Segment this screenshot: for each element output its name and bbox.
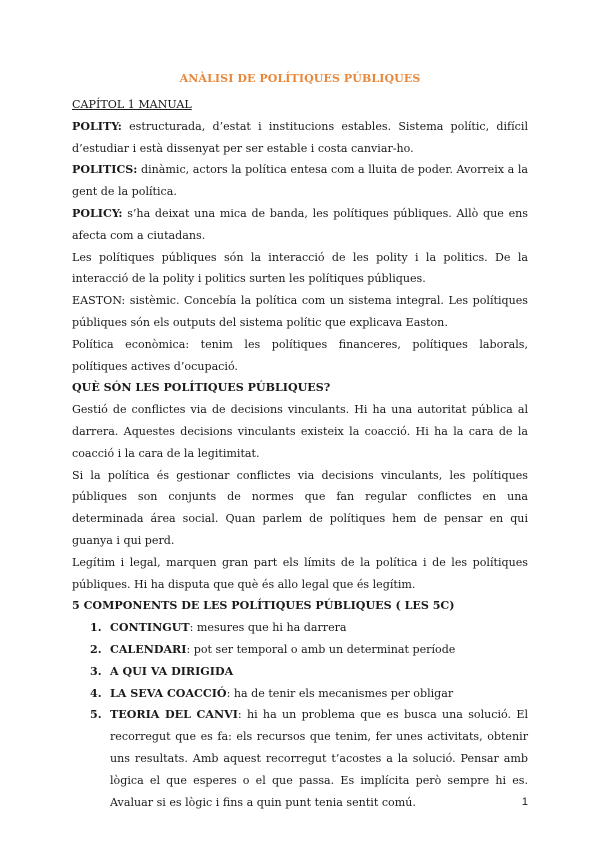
paragraph-norms: Si la política és gestionar conflictes via decisions vinculants, les polítiques públiques son conjunts de normes que fan regular conflictes en una determinada área social. Quan parlem de polítiques hem de pensar en qui guanya i qui perd.: [72, 468, 528, 547]
paragraph-polity: [72, 116, 528, 160]
section-heading-components: 5 COMPONENTS DE LES POLÍTIQUES PÚBLIQUES ( LES 5C): [72, 599, 455, 613]
chapter-heading: CAPÍTOL 1 MANUAL: [72, 98, 192, 111]
list-item: [72, 639, 528, 661]
list-number: 2.: [90, 642, 102, 656]
paragraph-interaction: Les polítiques públiques són la interacció de les polity i la politics. De la interacció de la polity i politics surten les polítiques públiques.: [72, 250, 528, 286]
list-number: 4.: [90, 686, 102, 700]
list-term: LA SEVA COACCIÓ: [110, 686, 227, 700]
paragraph-easton: EASTON: sistèmic. Concebía la política com un sistema integral. Les polítiques públiques són els outputs del sistema polític que explicava Easton.: [72, 294, 528, 329]
components-list: [72, 617, 528, 813]
list-item: [72, 617, 528, 639]
page-title: ANÀLISI DE POLÍTIQUES PÚBLIQUES: [179, 72, 421, 85]
list-text: : pot ser temporal o amb un determinat període: [186, 642, 456, 656]
list-term: CALENDARI: [110, 642, 187, 656]
paragraph-economic-policy: Política econòmica: tenim les polítiques financeres, polítiques laborals, polítiques actives d’ocupació.: [72, 337, 528, 373]
page-number: 1: [521, 796, 528, 808]
list-item: [72, 683, 528, 705]
list-number: 5.: [90, 708, 102, 722]
term-polity: POLITY:: [72, 119, 122, 133]
text-policy: s’ha deixat una mica de banda, les polítiques públiques. Allò que ens afecta com a ciutadans.: [72, 206, 528, 242]
document-body: [72, 94, 528, 813]
list-term: CONTINGUT: [110, 621, 190, 635]
text-politics: dinàmic, actors la política entesa com a lluita de poder. Avorreix a la gent de la política.: [72, 163, 528, 199]
list-number: 3.: [90, 664, 102, 678]
paragraph-conflict-management: Gestió de conflictes via de decisions vinculants. Hi ha una autoritat pública al darrera. Aquestes decisions vinculants existeix la coacció. Hi ha la cara de la coacció i la cara de la legitimitat.: [72, 403, 528, 460]
list-term: A QUI VA DIRIGIDA: [110, 664, 234, 678]
list-term: TEORIA DEL CANVI: [110, 708, 238, 722]
section-heading-what-are: QUÈ SÓN LES POLÍTIQUES PÚBLIQUES?: [72, 381, 331, 395]
term-politics: POLITICS:: [72, 163, 138, 177]
paragraph-legitimacy: Legítim i legal, marquen gran part els límits de la política i de les polítiques públiques. Hi ha disputa que què és allo legal que és legítim.: [72, 555, 528, 591]
list-item: [72, 661, 528, 683]
list-text: : ha de tenir els mecanismes per obligar: [226, 686, 454, 700]
list-item: [72, 704, 528, 813]
paragraph-politics: [72, 159, 528, 203]
term-policy: POLICY:: [72, 206, 123, 220]
list-text: : hi ha un problema que es busca una solució. El recorregut que es fa: els recursos que tenim, fer unes activitats, obtenir uns resultats. Amb aquest recorregut t’acostes a la solució. Pensar amb lògica el que esperes o el que passa. Es implícita però sempre hi es. Avaluar si es lògic i fins a quin punt tenia sentit comú.: [110, 708, 528, 809]
paragraph-policy: [72, 203, 528, 247]
list-text: : mesures que hi ha darrera: [189, 621, 347, 635]
text-polity: estructurada, d’estat i institucions estables. Sistema polític, difícil d’estudiar i està dissenyat per ser estable i costa canviar-ho.: [72, 119, 528, 155]
list-number: 1.: [90, 621, 102, 635]
